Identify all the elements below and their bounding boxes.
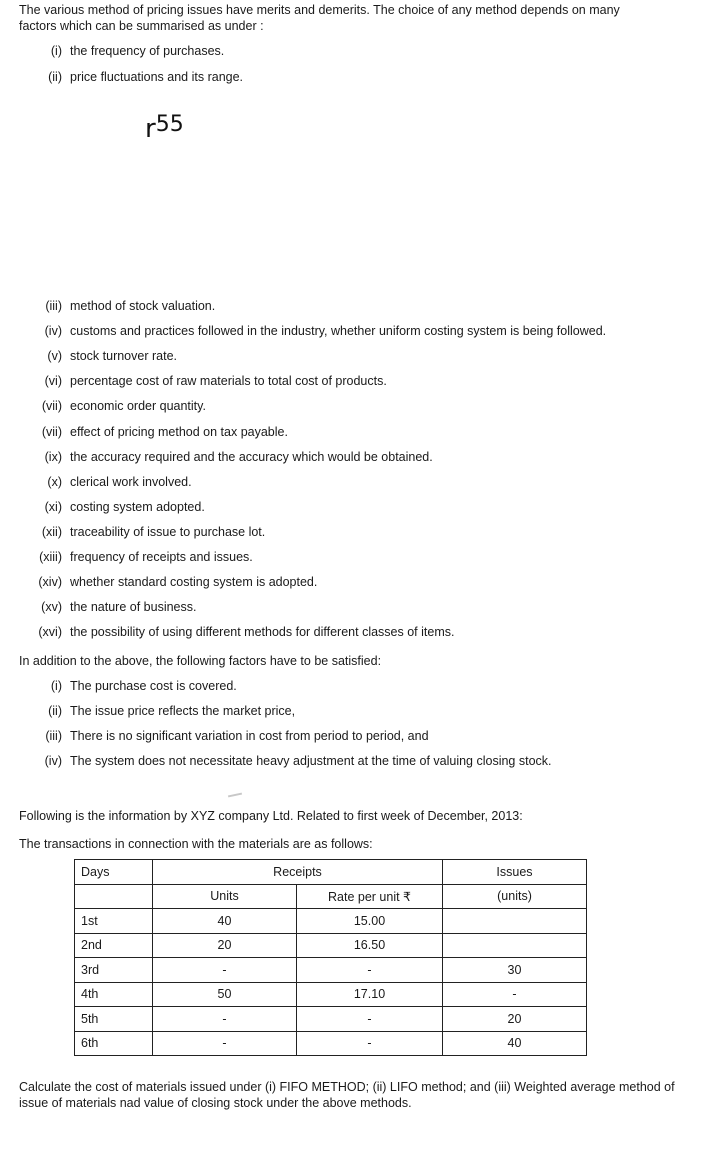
- cell-units: -: [153, 1031, 297, 1056]
- cell-day: 2nd: [75, 933, 153, 958]
- list-item-number: (xv): [41, 600, 62, 615]
- table-row: [75, 933, 587, 958]
- sub-units: Units: [153, 884, 297, 909]
- head-receipts: Receipts: [153, 860, 443, 885]
- intro-paragraph: The various method of pricing issues have merits and demerits. The choice of any method depends on many factors which can be summarised as under :: [19, 3, 620, 33]
- list-item-number: (i): [50, 679, 62, 693]
- list-item-text: customs and practices followed in the industry, whether uniform costing system is being followed.: [70, 324, 607, 339]
- list-item-number: (vii): [41, 399, 62, 414]
- list-item-text: frequency of receipts and issues.: [70, 550, 253, 564]
- list-item-text: percentage cost of raw materials to total cost of products.: [70, 374, 387, 389]
- cell-rate: 16.50: [297, 933, 443, 958]
- list-item-number: (vi): [44, 374, 62, 389]
- cell-day: 5th: [75, 1007, 153, 1032]
- list-item-number: (xvi): [38, 625, 62, 640]
- cell-issues: 20: [443, 1007, 587, 1032]
- table-header-row: [75, 860, 587, 885]
- list-item-number: (v): [47, 349, 62, 364]
- list-item-number: (ii): [48, 704, 62, 718]
- list-item-number: (ix): [44, 449, 62, 464]
- list-item-number: (xiv): [38, 575, 62, 590]
- sub-days-empty: [75, 884, 153, 909]
- list-item-text: traceability of issue to purchase lot.: [70, 524, 266, 539]
- cell-issues: [443, 909, 587, 934]
- cell-day: 6th: [75, 1031, 153, 1056]
- page-number: 55: [155, 112, 184, 137]
- table-subheader-row: [75, 884, 587, 909]
- list-item-text: economic order quantity.: [70, 399, 206, 414]
- cell-units: 20: [153, 933, 297, 958]
- list-item-text: method of stock valuation.: [70, 299, 216, 313]
- table-row: [75, 909, 587, 934]
- list-item-number: (xi): [44, 499, 62, 514]
- transactions-line: The transactions in connection with the materials are as follows:: [19, 837, 373, 851]
- list-item-text: The system does not necessitate heavy adjustment at the time of valuing closing stock.: [70, 754, 552, 768]
- list-item-number: (i): [50, 44, 62, 58]
- addition-heading: In addition to the above, the following factors have to be satisfied:: [19, 654, 382, 668]
- table-row: [75, 982, 587, 1007]
- list-item-number: (iii): [45, 299, 62, 313]
- list-item-text: the possibility of using different methods for different classes of items.: [70, 625, 455, 640]
- cell-issues: -: [443, 982, 587, 1007]
- list-item-text: the accuracy required and the accuracy which would be obtained.: [70, 449, 433, 464]
- list-item-text: price fluctuations and its range.: [70, 70, 244, 84]
- question-paragraph: Calculate the cost of materials issued under (i) FIFO METHOD; (ii) LIFO method; and (iii) Weighted average method of issue of materials nad value of closing stock under the above methods.: [19, 1080, 675, 1110]
- cell-rate: -: [297, 958, 443, 983]
- cell-units: -: [153, 1007, 297, 1032]
- table-row: [75, 1031, 587, 1056]
- cell-rate: -: [297, 1007, 443, 1032]
- cell-units: -: [153, 958, 297, 983]
- table-row: [75, 1007, 587, 1032]
- cell-rate: 17.10: [297, 982, 443, 1007]
- table-body: [75, 909, 587, 1056]
- sub-issue-units: (units): [443, 884, 587, 909]
- head-days: Days: [75, 860, 153, 885]
- list-item-text: clerical work involved.: [70, 474, 192, 489]
- table-row: [75, 958, 587, 983]
- list-item-number: (iv): [44, 754, 62, 768]
- page-number-mark: r55: [145, 112, 184, 144]
- list-item-text: There is no significant variation in cost from period to period, and: [70, 729, 429, 743]
- cell-issues: 40: [443, 1031, 587, 1056]
- sub-rate: Rate per unit ₹: [297, 884, 443, 909]
- cell-day: 4th: [75, 982, 153, 1007]
- cell-rate: 15.00: [297, 909, 443, 934]
- list-item-number: (iii): [45, 729, 62, 743]
- cell-day: 3rd: [75, 958, 153, 983]
- list-item-number: (vii): [41, 424, 62, 439]
- list-item-text: the frequency of purchases.: [70, 44, 225, 58]
- list-item-text: the nature of business.: [70, 600, 197, 615]
- list-item-text: The issue price reflects the market price,: [70, 704, 296, 718]
- head-issues: Issues: [443, 860, 587, 885]
- cell-units: 50: [153, 982, 297, 1007]
- cell-day: 1st: [75, 909, 153, 934]
- list-item-number: (xiii): [39, 550, 62, 564]
- list-item-number: (xii): [41, 524, 62, 539]
- cell-units: 40: [153, 909, 297, 934]
- list-item-text: whether standard costing system is adopted.: [70, 575, 318, 590]
- list-item-text: costing system adopted.: [70, 499, 205, 514]
- list-item-text: The purchase cost is covered.: [70, 679, 237, 693]
- list-item-number: (iv): [44, 324, 62, 339]
- cell-issues: 30: [443, 958, 587, 983]
- list-item-text: effect of pricing method on tax payable.: [70, 424, 288, 439]
- info-line: Following is the information by XYZ company Ltd. Related to first week of December, 2013:: [19, 809, 523, 823]
- transactions-table: [74, 859, 587, 1056]
- cell-rate: -: [297, 1031, 443, 1056]
- cell-issues: [443, 933, 587, 958]
- list-item-text: stock turnover rate.: [70, 349, 177, 364]
- list-item-number: (ii): [48, 70, 62, 84]
- list-item-number: (x): [47, 474, 62, 489]
- scan-mark: [228, 793, 242, 798]
